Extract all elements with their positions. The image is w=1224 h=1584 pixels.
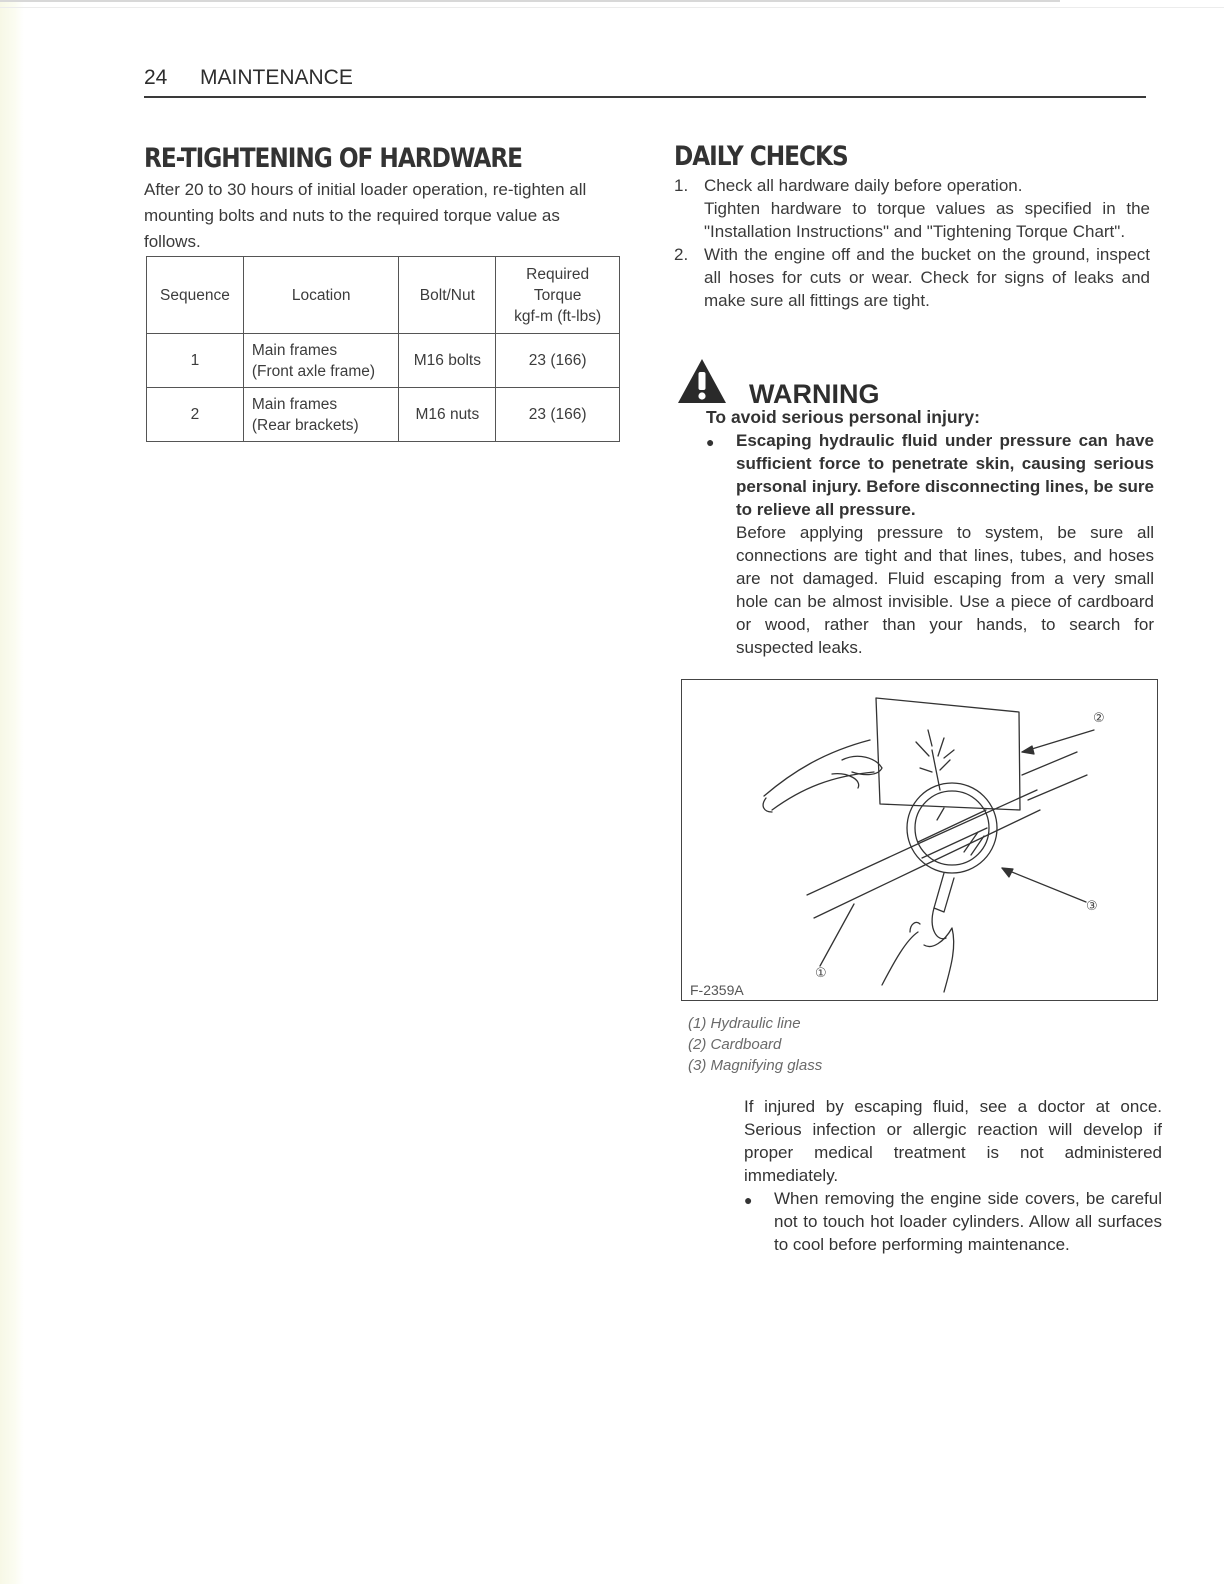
- daily-checks-list: [674, 174, 1150, 312]
- cell-location-line1: Main frames: [251, 341, 338, 359]
- daily-checks-title: DAILY CHECKS: [674, 141, 848, 172]
- scan-edge-line-2: [0, 7, 1224, 8]
- header-torque: [496, 257, 620, 334]
- cell-location-line2: (Front axle frame): [251, 362, 376, 380]
- list-item-line2: Tighten hardware to torque values as specified in the "Installation Instructions" and "Tightening Torque Chart".: [704, 199, 1150, 241]
- scan-edge-line: [0, 0, 1060, 2]
- table-header-row: [147, 257, 620, 334]
- figure-code: F-2359A: [690, 982, 744, 998]
- warning-bullet1-bold: Escaping hydraulic fluid under pressure can have sufficient force to penetrate skin, causing serious personal injury. Before disconnecting lines, be sure to relieve all pressure.: [736, 431, 1154, 519]
- leak-check-figure: [681, 679, 1158, 1001]
- header-rule: [144, 96, 1146, 98]
- list-item: [706, 429, 1154, 659]
- warning-continued: [744, 1095, 1162, 1256]
- list-item-text: With the engine off and the bucket on the ground, inspect all hoses for cuts or wear. Check for signs of leaks and make sure all fittings are tight.: [704, 245, 1150, 310]
- caption-item: (2) Cardboard: [688, 1036, 782, 1053]
- table-row: [147, 334, 620, 388]
- caption-item: (1) Hydraulic line: [688, 1015, 801, 1032]
- cell-torque: 23 (166): [496, 334, 620, 388]
- warning-list: [706, 429, 1154, 659]
- page-number: 24: [144, 66, 168, 89]
- callout-2: ②: [1093, 710, 1105, 725]
- bullet-dot: ●: [744, 1192, 753, 1208]
- table-row: [147, 388, 620, 442]
- callout-1: ①: [815, 965, 827, 980]
- torque-table: [146, 256, 620, 442]
- cell-bolt-nut: M16 bolts: [399, 334, 496, 388]
- warning-subtitle: To avoid serious personal injury:: [706, 407, 980, 427]
- list-item: [674, 243, 1150, 312]
- warning-label: WARNING: [749, 379, 880, 409]
- list-item-text: [704, 174, 1150, 243]
- header-torque-line3: kgf-m (ft-lbs): [514, 307, 602, 325]
- cell-location: [243, 334, 399, 388]
- section-name: MAINTENANCE: [200, 66, 353, 89]
- cell-location-line2: (Rear brackets): [251, 416, 359, 434]
- list-item-number: 2.: [674, 245, 689, 264]
- header-location: Location: [243, 257, 399, 334]
- list-item-number: 1.: [674, 176, 689, 195]
- bullet-dot: ●: [706, 434, 715, 450]
- callout-3: ③: [1086, 898, 1098, 913]
- header-sequence: Sequence: [147, 257, 244, 334]
- retightening-title: RE-TIGHTENING OF HARDWARE: [144, 143, 523, 174]
- warning-bullet1-continued: Before applying pressure to system, be sure all connections are tight and that lines, tubes, and hoses are not damaged. Fluid escaping from a very small hole can be almost invisible. Use a piece of cardboard or wood, rather than your hands, to search for suspected leaks.: [736, 523, 1154, 657]
- warning-bullet2-text: When removing the engine side covers, be careful not to touch hot loader cylinders. Allow all surfaces to cool before performing maintenance.: [774, 1189, 1162, 1254]
- caption-item: (3) Magnifying glass: [688, 1057, 823, 1074]
- page-header: [144, 66, 353, 90]
- cell-torque: 23 (166): [496, 388, 620, 442]
- header-torque-line1: Required: [526, 265, 590, 283]
- retightening-intro: After 20 to 30 hours of initial loader operation, re-tighten all mounting bolts and nuts to the required torque value as follows.: [144, 180, 587, 251]
- header-bolt-nut: Bolt/Nut: [399, 257, 496, 334]
- figure-captions: [688, 1013, 822, 1076]
- list-item: [744, 1187, 1162, 1256]
- warning-bullet-text: [736, 429, 1154, 659]
- warning-triangle-icon: [677, 357, 727, 405]
- list-item: [674, 174, 1150, 243]
- warning-medical-text: If injured by escaping fluid, see a doctor at once. Serious infection or allergic reaction will develop if proper medical treatment is not administered immediately.: [744, 1097, 1162, 1185]
- page-edge-shadow: [0, 0, 24, 1584]
- header-torque-line2: Torque: [533, 286, 582, 304]
- cell-location: [243, 388, 399, 442]
- cell-location-line1: Main frames: [251, 395, 338, 413]
- cell-sequence: 2: [147, 388, 244, 442]
- list-item-line1: Check all hardware daily before operation.: [704, 176, 1023, 195]
- cell-sequence: 1: [147, 334, 244, 388]
- leak-check-illustration: [682, 680, 1157, 1000]
- cell-bolt-nut: M16 nuts: [399, 388, 496, 442]
